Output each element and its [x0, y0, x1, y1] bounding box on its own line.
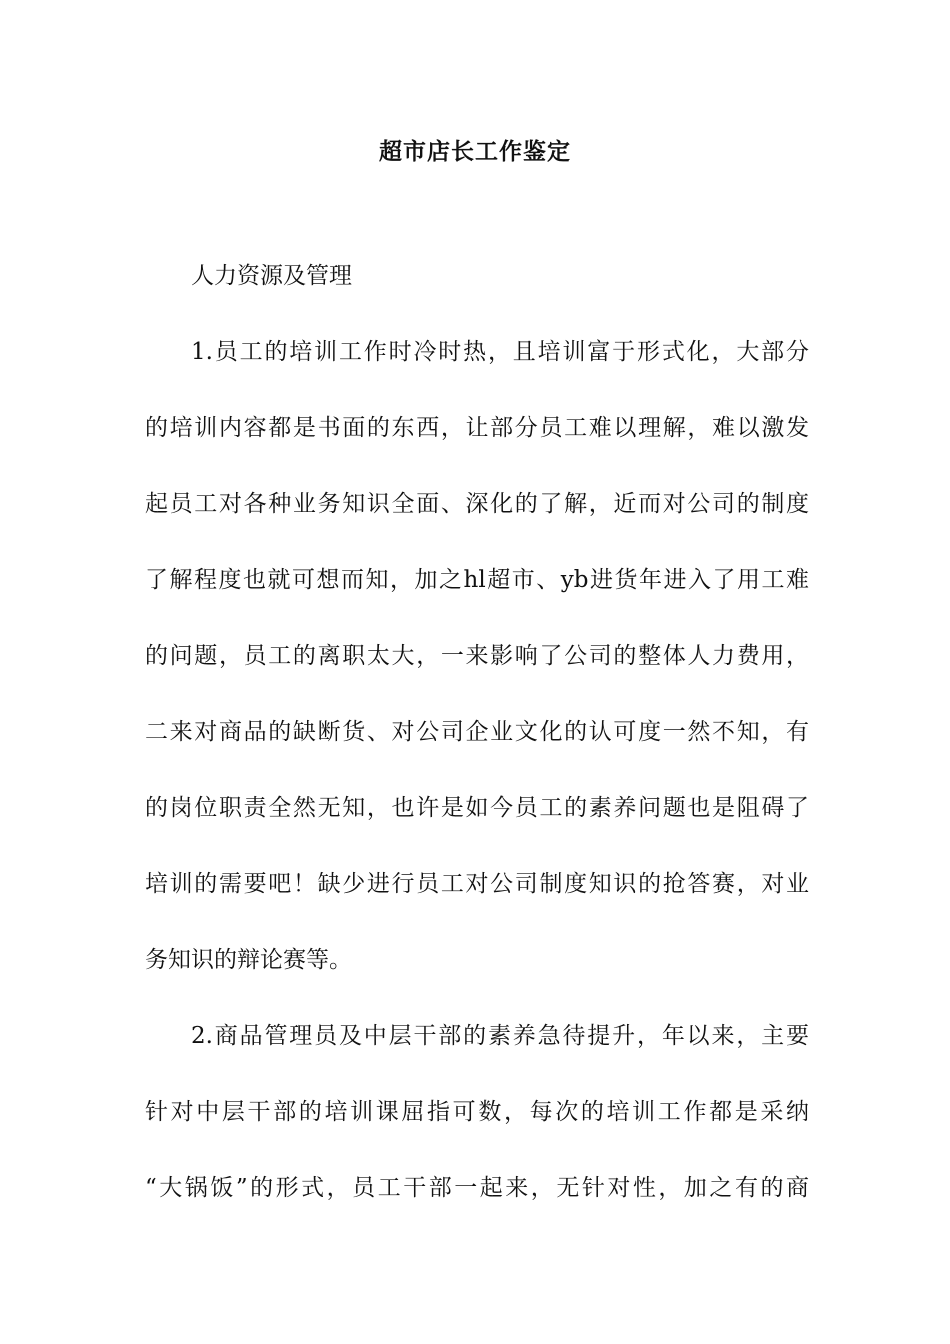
paragraph-line: “大锅饭”的形式，员工干部一起来，无针对性，加之有的商 [145, 1175, 809, 1201]
paragraph-line: 起员工对各种业务知识全面、深化的了解，近而对公司的制度 [145, 491, 809, 517]
paragraph-line: 的问题，员工的离职太大，一来影响了公司的整体人力费用， [145, 643, 809, 669]
paragraph-line: 的岗位职责全然无知，也许是如今员工的素养问题也是阻碍了 [145, 795, 809, 821]
paragraph-line: 1.员工的培训工作时冷时热，且培训富于形式化，大部分 [191, 339, 809, 365]
section-heading: 人力资源及管理 [191, 263, 352, 289]
paragraph-line: 务知识的辩论赛等。 [145, 947, 352, 973]
paragraph-line: 二来对商品的缺断货、对公司企业文化的认可度一然不知，有 [145, 719, 809, 745]
paragraph-line: 2.商品管理员及中层干部的素养急待提升，年以来，主要 [191, 1023, 809, 1049]
paragraph-line: 的培训内容都是书面的东西，让部分员工难以理解，难以激发 [145, 415, 809, 441]
paragraph-line: 培训的需要吧！缺少进行员工对公司制度知识的抢答赛，对业 [145, 871, 809, 897]
paragraph-line: 针对中层干部的培训课屈指可数，每次的培训工作都是采纳 [145, 1099, 809, 1125]
paragraph-line: 了解程度也就可想而知，加之hl超市、yb进货年进入了用工难 [145, 567, 809, 593]
document-title: 超市店长工作鉴定 [379, 138, 571, 165]
